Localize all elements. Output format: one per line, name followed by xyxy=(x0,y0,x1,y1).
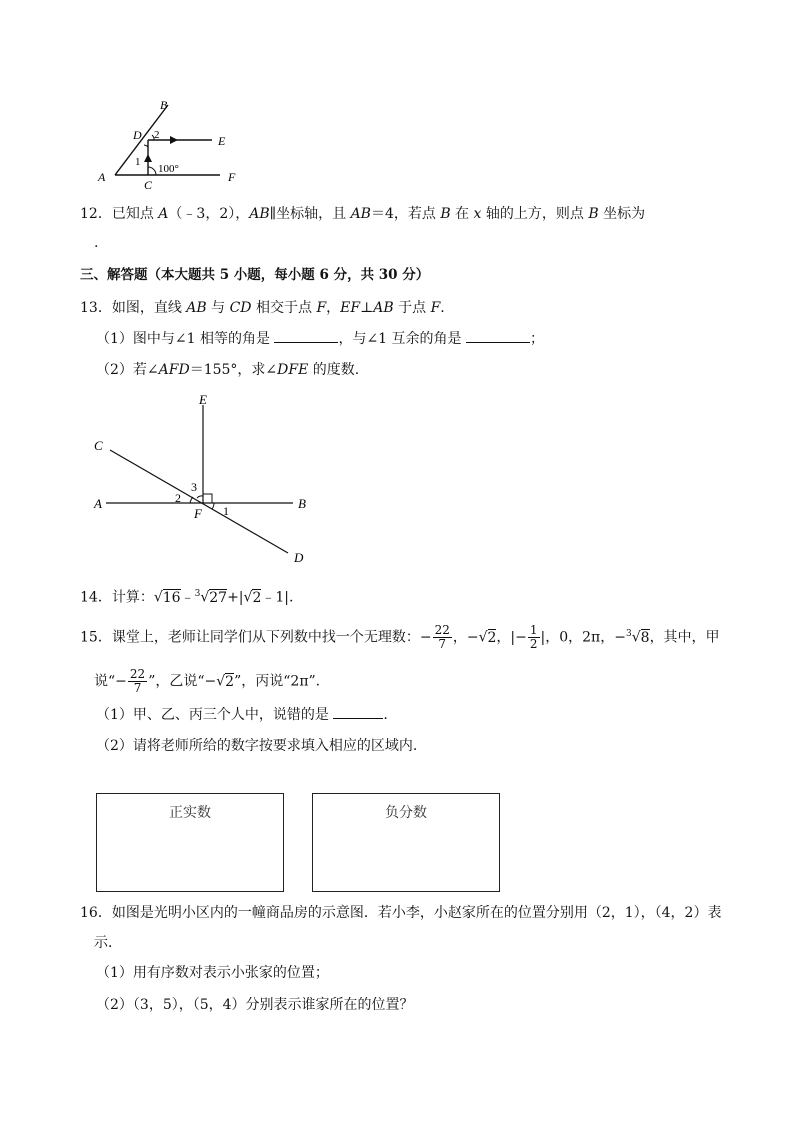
q15-part1 xyxy=(96,704,388,725)
label-D: D xyxy=(294,550,304,565)
label-B: B xyxy=(160,98,168,112)
sqrt-sign: √ xyxy=(153,589,163,606)
radicand: 16 xyxy=(162,589,181,606)
q15-text: ，其中，甲 xyxy=(649,629,720,646)
q13-var: EF xyxy=(340,300,361,316)
q13-var: F xyxy=(430,300,441,316)
angle-arc-1 xyxy=(212,503,214,509)
label-D: D xyxy=(133,128,142,142)
minus-sign: − xyxy=(419,629,432,646)
q15-part2: （2）请将老师所给的数字按要求填入相应的区域内. xyxy=(96,738,418,754)
q15-text: ，0，2π， xyxy=(545,629,615,646)
q15-p1-text: （1）甲、乙、丙三个人中，说错的是 xyxy=(96,707,334,723)
q16-part2: （2）（3，5），（5，4）分别表示谁家所在的位置？ xyxy=(96,997,414,1013)
q14-end: . xyxy=(289,589,294,606)
q13-p2-text: 的度数. xyxy=(308,362,360,378)
separator: ，−√ xyxy=(452,629,488,646)
fraction xyxy=(128,668,147,695)
q12-var: x xyxy=(473,206,482,222)
q13-p1-text: ，与∠1 互余的角是 xyxy=(338,331,466,347)
fraction-numerator: 22 xyxy=(434,623,450,638)
q12-text: 轴的上方，则点 xyxy=(481,206,589,222)
line-cd xyxy=(110,450,288,553)
separator: ，|− xyxy=(496,629,527,646)
minus-sign: − xyxy=(614,629,626,646)
question-number: 16． xyxy=(80,905,112,921)
label-E: E xyxy=(218,134,226,148)
q13-text: 与 xyxy=(206,300,230,316)
sqrt-sign: √ xyxy=(200,589,210,606)
radicand: 2 xyxy=(252,589,262,606)
q12-text: 坐标为 xyxy=(598,206,646,222)
q12-var: A xyxy=(158,206,169,222)
fraction-numerator: 1 xyxy=(529,623,538,638)
angle-arc-3 xyxy=(197,496,203,498)
question-number: 12． xyxy=(80,206,112,222)
sqrt-sign: √ xyxy=(631,629,641,646)
q12-text: 已知点 xyxy=(111,206,159,222)
q12-text: ＝4，若点 xyxy=(370,206,441,222)
question-number: 14． xyxy=(80,589,112,606)
label-2: 2 xyxy=(175,491,181,505)
label-3: 3 xyxy=(191,480,197,494)
q13-text: 于点 xyxy=(393,300,431,316)
abs-bar: | xyxy=(284,589,289,606)
sqrt-sign: −√ xyxy=(204,673,226,690)
label-F: F xyxy=(194,506,202,521)
label-C: C xyxy=(94,438,103,453)
q12-var: B xyxy=(440,206,451,222)
radicand: 8 xyxy=(640,629,650,646)
q15-line2 xyxy=(94,668,320,695)
section-title: 三、解答题（本大题共 5 小题，每小题 6 分，共 30 分） xyxy=(80,267,430,283)
fraction-denominator: 7 xyxy=(133,681,142,695)
sqrt-sign: √ xyxy=(243,589,253,606)
answer-box-positive-real[interactable] xyxy=(96,793,284,892)
question-12 xyxy=(80,204,645,224)
q16-line2: 示． xyxy=(94,935,122,951)
label-E: E xyxy=(199,392,207,407)
abs-bar: | xyxy=(238,589,244,606)
q13-var: CD xyxy=(229,300,252,316)
label-A: A xyxy=(94,496,102,511)
answer-blank[interactable] xyxy=(274,328,338,343)
label-1: 1 xyxy=(223,504,229,518)
q13-p2-text: （2）若∠ xyxy=(96,362,159,378)
q12-end: . xyxy=(94,235,99,251)
label-B: B xyxy=(298,496,306,511)
label-F: F xyxy=(228,170,236,184)
q13-var: AB xyxy=(373,300,394,316)
angle-arc-2 xyxy=(190,497,193,503)
q12-text: ∥坐标轴，且 xyxy=(269,206,351,222)
arrow-de xyxy=(170,136,178,144)
radicand: 2 xyxy=(225,673,235,690)
figure-q13 xyxy=(88,390,318,570)
minus-sign: − xyxy=(115,673,127,690)
q13-var: AFD xyxy=(158,362,190,378)
cube-index: 3 xyxy=(625,629,632,639)
label-C: C xyxy=(144,178,153,192)
radicand: 27 xyxy=(209,589,228,606)
question-15 xyxy=(80,624,720,651)
question-number: 15． xyxy=(80,629,112,646)
q15-text: ”，乙说“ xyxy=(148,673,205,690)
question-number: 13． xyxy=(80,300,112,316)
fraction xyxy=(433,624,452,651)
q16-text: 如图是光明小区内的一幢商品房的示意图．若小李，小赵家所在的位置分别用（2，1），（4，2）表 xyxy=(111,905,722,921)
abs-bar: | xyxy=(540,629,546,646)
q13-p1-text: （1）图中与∠1 相等的角是 xyxy=(96,331,275,347)
fraction-numerator: 22 xyxy=(129,667,146,681)
q13-p1-text: ； xyxy=(530,331,544,347)
q12-coord: （﹣3，2）， xyxy=(168,206,250,222)
arrow-dc xyxy=(144,154,152,162)
label-A: A xyxy=(98,170,106,184)
operator: + xyxy=(227,589,239,606)
q15-text: ”，丙说“2π”. xyxy=(234,673,321,690)
q13-text: . xyxy=(440,300,445,316)
label-100: 100° xyxy=(158,163,179,175)
q14-text: 计算： xyxy=(111,589,154,606)
answer-blank[interactable] xyxy=(333,704,383,719)
q12-var: AB xyxy=(350,206,371,222)
q13-part1 xyxy=(96,328,544,349)
fraction-denominator: 7 xyxy=(438,637,447,652)
figure-q12 xyxy=(90,95,260,195)
angle-arc-100 xyxy=(148,167,156,175)
q13-var: F xyxy=(316,300,327,316)
question-14 xyxy=(80,584,293,608)
question-13 xyxy=(80,298,445,318)
box-title: 正实数 xyxy=(169,805,211,821)
q16-part1: （1）用有序数对表示小张家的位置； xyxy=(96,965,329,981)
q13-text: ， xyxy=(326,300,341,316)
fraction xyxy=(528,624,540,651)
question-16 xyxy=(80,903,721,923)
q13-text: 如图，直线 xyxy=(111,300,187,316)
q15-p1-end: . xyxy=(383,707,388,723)
q12-var: AB xyxy=(249,206,270,222)
q13-text: 相交于点 xyxy=(251,300,317,316)
q15-text: 说“ xyxy=(94,673,116,690)
q13-var: DFE xyxy=(277,362,309,378)
answer-box-negative-fraction[interactable] xyxy=(312,793,500,892)
operator: ﹣ xyxy=(180,589,195,606)
answer-blank[interactable] xyxy=(466,328,530,343)
fraction-denominator: 2 xyxy=(529,637,538,652)
q13-var: AB xyxy=(186,300,207,316)
right-angle-mark xyxy=(203,494,212,503)
q15-text: 课堂上，老师让同学们从下列数中找一个无理数： xyxy=(111,629,420,646)
label-1: 1 xyxy=(135,156,141,168)
q12-text: 在 xyxy=(450,206,474,222)
q13-part2 xyxy=(96,360,359,380)
box-title: 负分数 xyxy=(385,805,427,821)
q13-text: ⊥ xyxy=(360,300,374,316)
cube-index: 3 xyxy=(194,589,201,599)
q13-p2-text: ＝155°，求∠ xyxy=(189,362,278,378)
operand: ﹣1 xyxy=(261,589,285,606)
label-2: 2 xyxy=(154,129,160,141)
radicand: 2 xyxy=(487,629,497,646)
q12-var: B xyxy=(588,206,599,222)
